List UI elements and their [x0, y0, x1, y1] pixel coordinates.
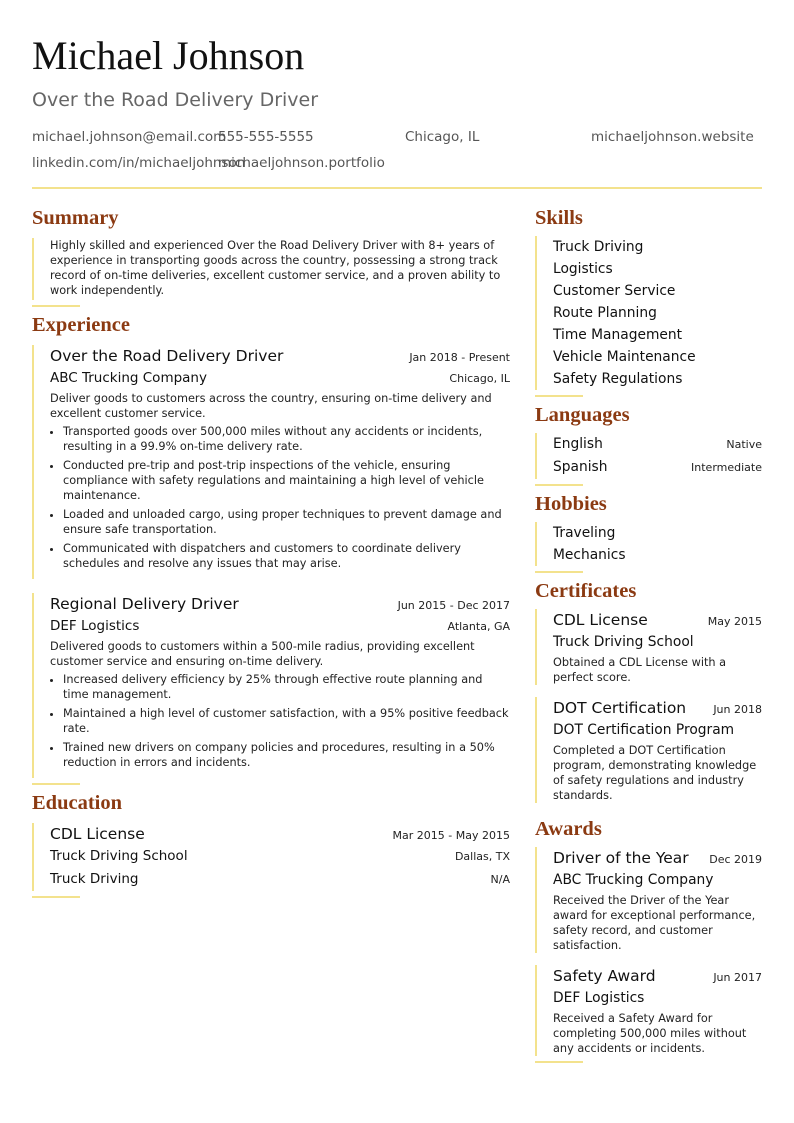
- field-of-study: Truck Driving: [50, 871, 139, 887]
- experience-heading: Experience: [32, 314, 130, 336]
- company-location: Chicago, IL: [449, 372, 510, 385]
- skill-item: Truck Driving: [553, 239, 644, 255]
- certificate-issuer: DOT Certification Program: [553, 722, 735, 738]
- language-item: [553, 456, 762, 479]
- hobby-item: Mechanics: [553, 547, 626, 563]
- education-heading: Education: [32, 792, 122, 814]
- position-dates: Jan 2018 - Present: [409, 351, 510, 364]
- language-level: Intermediate: [691, 461, 762, 474]
- skill-item: Customer Service: [553, 283, 676, 299]
- company-location: Atlanta, GA: [447, 620, 510, 633]
- certificates-heading: Certificates: [535, 580, 637, 602]
- hobbies-heading: Hobbies: [535, 493, 607, 515]
- award-entry: [535, 847, 762, 953]
- award-name: Safety Award: [553, 967, 656, 985]
- experience-entry: [32, 345, 510, 579]
- email-link[interactable]: michael.johnson@email.com: [32, 129, 227, 145]
- award-description: Received a Safety Award for completing 500,000 miles without any accidents or incidents.: [553, 1012, 747, 1055]
- degree-name: CDL License: [50, 825, 145, 843]
- achievement-item: • Conducted pre-trip and post-trip inspections of the vehicle, ensuring compliance with safety regulations and maintaining a high level of vehicle maintenance.: [63, 458, 510, 503]
- position-description: Delivered goods to customers within a 500-mile radius, providing excellent customer service and ensuring on-time delivery.: [50, 640, 475, 668]
- awards-heading: Awards: [535, 818, 602, 840]
- school-name: Truck Driving School: [50, 848, 188, 864]
- skill-item: Vehicle Maintenance: [553, 349, 696, 365]
- experience-entry: [32, 593, 510, 778]
- certificate-description: Completed a DOT Certification program, demonstrating knowledge of safety regulations and industry standards.: [553, 744, 757, 802]
- achievement-list: [50, 424, 510, 571]
- achievement-item: • Communicated with dispatchers and customers to coordinate delivery schedules and resolve any issues that may arise.: [63, 541, 510, 571]
- award-issuer: ABC Trucking Company: [553, 872, 714, 888]
- language-item: [553, 433, 762, 456]
- award-entry: [535, 965, 762, 1056]
- experience-item: [50, 593, 510, 778]
- certificate-issuer: Truck Driving School: [553, 634, 694, 650]
- position-title: Over the Road Delivery Driver: [50, 347, 284, 365]
- certificate-date: Jun 2018: [713, 703, 762, 716]
- language-name: English: [553, 436, 603, 452]
- summary-section: [32, 238, 510, 300]
- linkedin-link[interactable]: linkedin.com/in/michaeljohnson: [32, 155, 246, 171]
- certificate-description: Obtained a CDL License with a perfect score.: [553, 656, 727, 684]
- certificate-date: May 2015: [707, 615, 762, 628]
- achievement-list: [50, 672, 510, 770]
- position-dates: Jun 2015 - Dec 2017: [397, 599, 510, 612]
- hobby-item: Traveling: [553, 525, 616, 541]
- section-underline: [535, 1061, 583, 1063]
- section-underline: [535, 571, 583, 573]
- position-description: Deliver goods to customers across the country, ensuring on-time delivery and excellent customer service.: [50, 392, 492, 420]
- position-title: Regional Delivery Driver: [50, 595, 239, 613]
- company-name: ABC Trucking Company: [50, 370, 207, 386]
- achievement-item: • Increased delivery efficiency by 25% through effective route planning and time management.: [63, 672, 510, 702]
- achievement-item: • Trained new drivers on company policies and procedures, resulting in a 50% reduction in errors and incidents.: [63, 740, 510, 770]
- hobbies-list: [535, 522, 762, 566]
- skills-heading: Skills: [535, 207, 583, 229]
- main-column: [32, 200, 510, 904]
- award-date: Jun 2017: [713, 971, 762, 984]
- language-level: Native: [726, 438, 762, 451]
- summary-heading: Summary: [32, 207, 119, 229]
- certificate-entry: [535, 697, 762, 803]
- candidate-name: Michael Johnson: [32, 33, 305, 78]
- skill-item: Time Management: [553, 327, 683, 343]
- experience-item: [50, 345, 510, 579]
- education-dates: Mar 2015 - May 2015: [392, 829, 510, 842]
- location: Chicago, IL: [405, 129, 480, 145]
- summary-text: Highly skilled and experienced Over the Road Delivery Driver with 8+ years of experience in transporting goods across the country, possessing a strong track record of on-time deliveries, excellent customer service, and a proven ability to work independently.: [50, 239, 501, 297]
- website-link[interactable]: michaeljohnson.website: [591, 129, 754, 145]
- languages-heading: Languages: [535, 404, 630, 426]
- skills-list: [535, 236, 762, 390]
- education-entry: [32, 823, 510, 891]
- section-underline: [32, 783, 80, 785]
- achievement-item: • Maintained a high level of customer satisfaction, with a 95% positive feedback rate.: [63, 706, 510, 736]
- company-name: DEF Logistics: [50, 618, 140, 634]
- phone-number: 555-555-5555: [218, 129, 314, 145]
- education-grade: N/A: [490, 873, 510, 886]
- section-underline: [32, 896, 80, 898]
- portfolio-link[interactable]: michaeljohnson.portfolio: [218, 155, 385, 171]
- award-issuer: DEF Logistics: [553, 990, 645, 1006]
- header-divider: [32, 187, 762, 189]
- language-name: Spanish: [553, 459, 608, 475]
- award-description: Received the Driver of the Year award for exceptional performance, safety record, and customer satisfaction.: [553, 894, 756, 952]
- award-date: Dec 2019: [709, 853, 762, 866]
- school-location: Dallas, TX: [454, 850, 510, 863]
- skill-item: Route Planning: [553, 305, 657, 321]
- certificate-entry: [535, 609, 762, 685]
- side-column: [535, 200, 762, 1069]
- languages-list: [535, 433, 762, 479]
- certificate-name: CDL License: [553, 611, 648, 629]
- skill-item: Logistics: [553, 261, 613, 277]
- section-underline: [535, 395, 583, 397]
- section-underline: [32, 305, 80, 307]
- award-name: Driver of the Year: [553, 849, 689, 867]
- job-title: Over the Road Delivery Driver: [32, 89, 319, 111]
- certificate-name: DOT Certification: [553, 699, 687, 717]
- skill-item: Safety Regulations: [553, 371, 683, 387]
- achievement-item: • Loaded and unloaded cargo, using proper techniques to prevent damage and ensure safe transportation.: [63, 507, 510, 537]
- section-underline: [535, 484, 583, 486]
- achievement-item: • Transported goods over 500,000 miles without any accidents or incidents, resulting in a 99.9% on-time delivery rate.: [63, 424, 510, 454]
